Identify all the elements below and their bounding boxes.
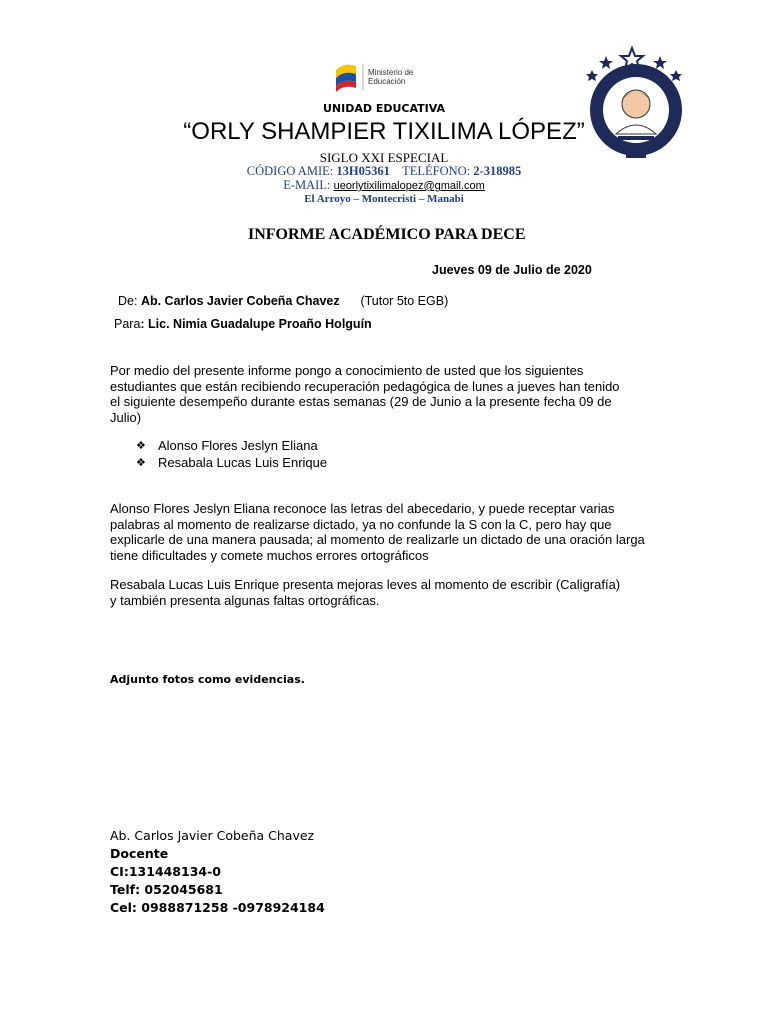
school-name: “ORLY SHAMPIER TIXILIMA LÓPEZ” bbox=[183, 118, 585, 145]
signature-role: Docente bbox=[110, 846, 169, 861]
codigo-value: 13H05361 bbox=[336, 164, 390, 178]
diamond-bullet-icon: ❖ bbox=[136, 439, 146, 452]
paragraph-alonso: Alonso Flores Jeslyn Eliana reconoce las letras del abecedario, y puede receptar varias palabras al momento de realizarse dictado, ya no confunde la S con la C, pero hay que explicarle de una manera pausada; al momento de realizarle un dictado de una oración larga tiene dificultades y comete muchos errores ortográficos bbox=[110, 501, 645, 563]
siglo-label: SIGLO XXI ESPECIAL bbox=[319, 150, 449, 165]
list-item bbox=[136, 437, 327, 454]
from-line bbox=[118, 294, 448, 308]
signature-block bbox=[110, 827, 325, 917]
diamond-bullet-icon: ❖ bbox=[136, 456, 146, 469]
codigo-telefono-line bbox=[0, 164, 768, 179]
telefono-value: 2-318985 bbox=[473, 164, 522, 178]
intro-paragraph: Por medio del presente informe pongo a conocimiento de usted que los siguientes estudiantes que están recibiendo recuperación pedagógica de lunes a jueves han tenido el siguiente desempeño durante estas semanas (29 de Junio a la presente fecha 09 de Julio) bbox=[110, 363, 620, 425]
to-line bbox=[114, 317, 372, 331]
from-name: Ab. Carlos Javier Cobeña Chavez bbox=[140, 294, 340, 308]
paragraph-resabala: Resabala Lucas Luis Enrique presenta mejoras leves al momento de escribir (Caligrafía) y también presenta algunas faltas ortográficas. bbox=[110, 577, 621, 608]
student-name: Alonso Flores Jeslyn Eliana bbox=[158, 438, 318, 453]
email-line bbox=[0, 178, 768, 193]
list-item bbox=[136, 454, 327, 471]
codigo-label: CÓDIGO AMIE: bbox=[246, 164, 334, 178]
signature-telf: Telf: 052045681 bbox=[110, 882, 223, 897]
attachment-note: Adjunto fotos como evidencias. bbox=[110, 673, 305, 686]
from-label: De: bbox=[118, 294, 138, 308]
student-name: Resabala Lucas Luis Enrique bbox=[158, 455, 328, 470]
report-title: INFORME ACADÉMICO PARA DECE bbox=[248, 226, 526, 243]
location-line: El Arroyo – Montecristi – Manabi bbox=[304, 193, 464, 205]
ministerio-logo-text: Ministerio de Educación bbox=[368, 68, 414, 86]
signature-name: Ab. Carlos Javier Cobeña Chavez bbox=[110, 828, 315, 843]
signature-ci: CI:131448134-0 bbox=[110, 864, 221, 879]
email-link[interactable]: ueorlytixilimalopez@gmail.com bbox=[333, 180, 485, 192]
from-role: (Tutor 5to EGB) bbox=[360, 294, 449, 308]
signature-cel: Cel: 0988871258 -0978924184 bbox=[110, 900, 325, 915]
email-label: E-MAIL: bbox=[283, 178, 331, 192]
unidad-educativa-label: UNIDAD EDUCATIVA bbox=[322, 102, 446, 115]
report-date: Jueves 09 de Julio de 2020 bbox=[432, 263, 592, 277]
telefono-label: TELÉFONO: bbox=[402, 164, 471, 178]
students-list bbox=[136, 437, 327, 471]
to-label: Para bbox=[114, 317, 141, 331]
to-name: : Lic. Nimia Guadalupe Proaño Holguín bbox=[140, 317, 372, 331]
